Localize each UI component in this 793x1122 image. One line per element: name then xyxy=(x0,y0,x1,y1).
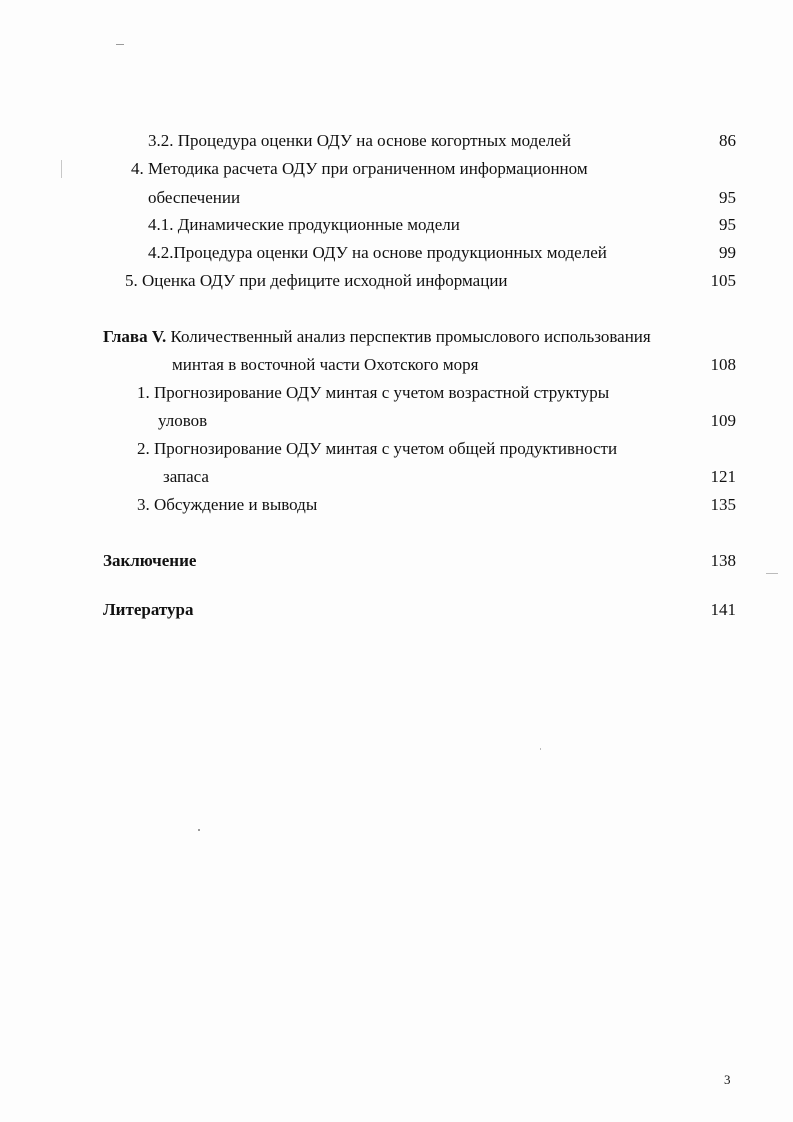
toc-chapter-5-entry-2-title-line1: 2. Прогнозирование ОДУ минтая с учетом общей продуктивности xyxy=(137,439,618,458)
toc-chapter-5-heading xyxy=(103,327,651,347)
toc-literature-page: 141 xyxy=(710,600,736,619)
toc-entry-4-page: 95 xyxy=(719,188,736,207)
toc-chapter-5-entry-1-page: 109 xyxy=(710,411,736,430)
toc-chapter-5-title-line1: Количественный анализ перспектив промыслового использования xyxy=(166,327,651,346)
toc-entry-3-2-title: 3.2. Процедура оценки ОДУ на основе когортных моделей xyxy=(148,131,571,150)
toc-chapter-5-title-line2: минтая в восточной части Охотского моря xyxy=(172,355,479,374)
toc-entry-4-1-title: 4.1. Динамические продукционные модели xyxy=(148,215,460,234)
toc-conclusion-page: 138 xyxy=(710,551,736,570)
toc-entry-4-title-line2: обеспечении xyxy=(148,188,241,207)
toc-chapter-5-entry-3-page: 135 xyxy=(710,495,736,514)
toc-entry-3-2-page: 86 xyxy=(719,131,736,150)
toc-chapter-5-entry-1-title-line2: уловов xyxy=(158,411,208,430)
toc-chapter-5-label: Глава V. xyxy=(103,327,167,346)
scan-speck xyxy=(61,160,62,178)
toc-entry-4-title-line1: 4. Методика расчета ОДУ при ограниченном информационном xyxy=(131,159,588,178)
scan-speck xyxy=(540,748,541,750)
toc-chapter-5-entry-1-title-line1: 1. Прогнозирование ОДУ минтая с учетом возрастной структуры xyxy=(137,383,610,402)
page-number: 3 xyxy=(724,1072,731,1087)
toc-chapter-5-entry-3-title: 3. Обсуждение и выводы xyxy=(137,495,318,514)
toc-entry-4-1-page: 95 xyxy=(719,215,736,234)
toc-conclusion-title: Заключение xyxy=(103,551,197,570)
toc-entry-4-2-page: 99 xyxy=(719,243,736,262)
toc-entry-5-page: 105 xyxy=(710,271,736,290)
toc-literature-title: Литература xyxy=(103,600,194,619)
toc-chapter-5-page: 108 xyxy=(710,355,736,374)
toc-entry-5-title: 5. Оценка ОДУ при дефиците исходной информации xyxy=(125,271,508,290)
scan-speck xyxy=(116,44,124,45)
toc-entry-4-2-title: 4.2.Процедура оценки ОДУ на основе продукционных моделей xyxy=(148,243,607,262)
toc-chapter-5-entry-2-page: 121 xyxy=(710,467,736,486)
scan-speck xyxy=(198,829,200,831)
scan-speck xyxy=(766,573,778,574)
toc-chapter-5-entry-2-title-line2: запаса xyxy=(163,467,209,486)
